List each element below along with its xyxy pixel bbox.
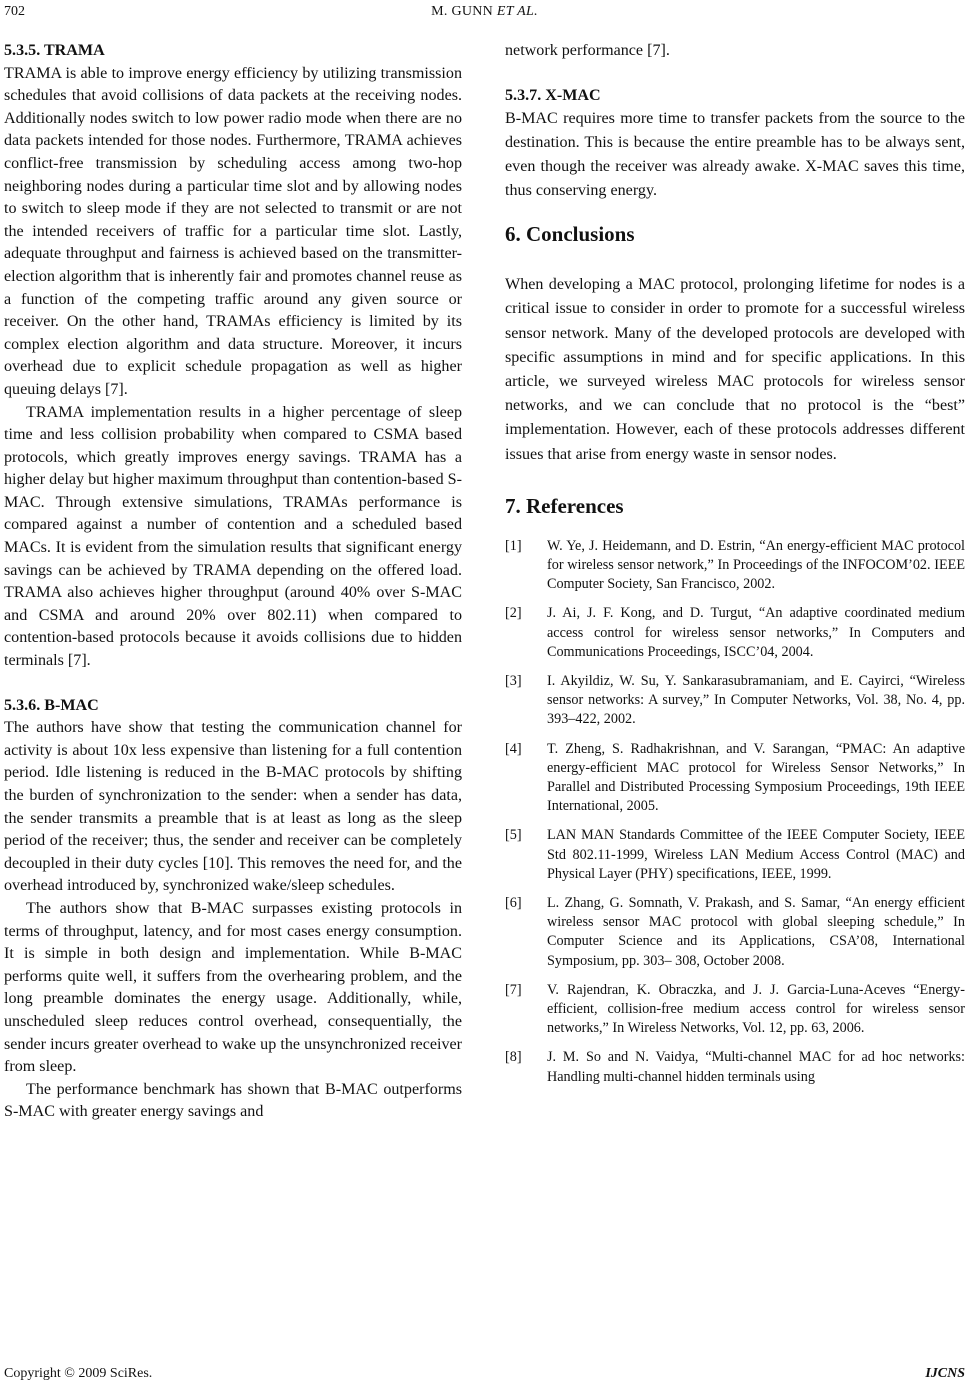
page-number: 702	[4, 4, 25, 19]
paragraph: TRAMA implementation results in a higher percentage of sleep time and less collision probability when compared to CSMA based protocols, which greatly improves energy savings. TRAMA has a higher delay but higher maximum throughput than contention-based S-MAC. Through extensive simulations, TRAMAs performance is compared against a number of contention and a scheduled based MACs. It is evident from the simulation results that significant energy savings can be achieved by TRAMA depending on the offered load. TRAMA also achieves higher throughput (around 40% over S-MAC and CSMA and around 20% over 802.11) when compared to contention-based protocols because it avoids collisions due to hidden terminals [7].	[4, 403, 462, 670]
paragraph: When developing a MAC protocol, prolonging lifetime for nodes is a critical issue to consider in order to promote for a successful wireless sensor network. Many of the developed protocols are developed with specific assumptions in mind and for specific applications. In this article, we surveyed wireless MAC protocols for wireless sensor networks, and we can conclude that no protocol is the “best” implementation. However, each of these protocols addresses different issues that arise from energy waste in sensor nodes.	[505, 276, 965, 463]
section-heading-xmac: 5.3.7. X-MAC	[505, 86, 601, 104]
reference-list	[505, 537, 965, 1087]
copyright-notice: Copyright © 2009 SciRes.	[4, 1366, 153, 1381]
running-head	[0, 4, 969, 20]
running-head-etal: ET AL.	[496, 4, 538, 19]
reference-item: [4] T. Zheng, S. Radhakrishnan, and V. Sarangan, “PMAC: An adaptive energy-efficient MAC protocol for Wireless Sensor Networks,” In Parallel and Distributed Processing Symposium Proceedings, 19th IEEE International, 2005.	[505, 740, 965, 815]
paragraph: The authors have show that testing the communication channel for activity is about 10x less expensive than listening for a full contention period. Idle listening is reduced in the B-MAC protocols by shifting the burden of synchronization to the sender: when a sender has data, the sender transmits a preamble that is at least as long as the sleep period of the receiver; thus, the sender and receiver can be completely decoupled in their duty cycles [10]. This removes the need for, and the overhead introduced by, synchronized wake/sleep schedules.	[4, 719, 462, 895]
section-heading-conclusions: 6. Conclusions	[505, 222, 635, 247]
reference-item: [8] J. M. So and N. Vaidya, “Multi-channel MAC for ad hoc networks: Handling multi-channel hidden terminals using	[505, 1049, 965, 1085]
section-heading-references: 7. References	[505, 493, 624, 518]
reference-item: [7] V. Rajendran, K. Obraczka, and J. J. Garcia-Luna-Aceves “Energy-efficient, collision-free medium access control for wireless sensor networks,” In Wireless Networks, Vol. 12, pp. 63, 2006.	[505, 981, 965, 1037]
paragraph: The authors show that B-MAC surpasses existing protocols in terms of throughput, latency, and for most cases energy consumption. It is simple in both design and implementation. While B-MAC performs quite well, it suffers from the overhearing problem, and the long preamble dominates the energy usage. Additionally, while, unscheduled sleep reduces control overhead, consequentially, the sender incurs greater overhead to wake up the unsynchronized receiver from sleep.	[4, 899, 462, 1076]
reference-item: [6] L. Zhang, G. Somnath, V. Prakash, and S. Samar, “An energy efficient wireless sensor MAC protocol with global sleeping schedule,” In Computer Science and its Applications, CSA’08, International Symposium, pp. 303– 308, October 2008.	[505, 895, 965, 969]
section-heading-bmac: 5.3.6. B-MAC	[4, 696, 99, 714]
reference-item: [3] I. Akyildiz, W. Su, Y. Sankarasubramaniam, and E. Cayirci, “Wireless sensor networks: A survey,” In Computer Networks, Vol. 38, No. 4, pp. 393–422, 2002.	[505, 673, 965, 728]
section-heading-trama: 5.3.5. TRAMA	[4, 42, 105, 59]
paragraph: B-MAC requires more time to transfer packets from the source to the destination. This is because the entire preamble has to be always sent, even though the receiver was already awake. X-MAC saves this time, thus conserving energy.	[505, 110, 965, 200]
paragraph: TRAMA is able to improve energy efficiency by utilizing transmission schedules that avoid collisions of data packets at the receiving nodes. Additionally nodes switch to low power radio mode when there are no data packets intended for those nodes. Furthermore, TRAMA achieves conflict-free transmission by scheduling access among two-hop neighboring nodes during a particular time slot and by allowing nodes to switch to sleep mode if they are not selected to transmit or are not the intended receivers of traffic for a particular time slot. Lastly, adequate throughput and fairness is achieved based on the transmitter-election algorithm that is inherently fair and promotes channel reuse as a function of the competing traffic around any given source or receiver. On the other hand, TRAMAs efficiency is limited by its complex election algorithm and data structure. Moreover, it incurs overhead due to explicit schedule propagation as well as higher queuing delays [7].	[4, 64, 462, 398]
reference-item: [2] J. Ai, J. F. Kong, and D. Turgut, “An adaptive coordinated medium access control for wireless sensor networks,” In Computers and Communications Proceedings, ISCC’04, 2004.	[505, 605, 965, 660]
page-header	[0, 4, 969, 26]
left-column	[4, 40, 462, 1124]
journal-name: IJCNS	[925, 1366, 965, 1381]
paragraph: network performance [7].	[505, 42, 670, 59]
paragraph: The performance benchmark has shown that B-MAC outperforms S-MAC with greater energy savings and	[4, 1080, 462, 1121]
running-head-author: M. GUNN	[431, 4, 494, 19]
reference-item: [5] LAN MAN Standards Committee of the IEEE Computer Society, IEEE Std 802.11-1999, Wireless LAN Medium Access Control (MAC) and Physical Layer (PHY) specifications, IEEE, 1999.	[505, 827, 965, 882]
right-column	[505, 40, 965, 1097]
reference-item: [1] W. Ye, J. Heidemann, and D. Estrin, “An energy-efficient MAC protocol for wireless sensor network,” In Proceedings of the INFOCOM’02. IEEE Computer Society, San Francisco, 2002.	[505, 537, 965, 593]
